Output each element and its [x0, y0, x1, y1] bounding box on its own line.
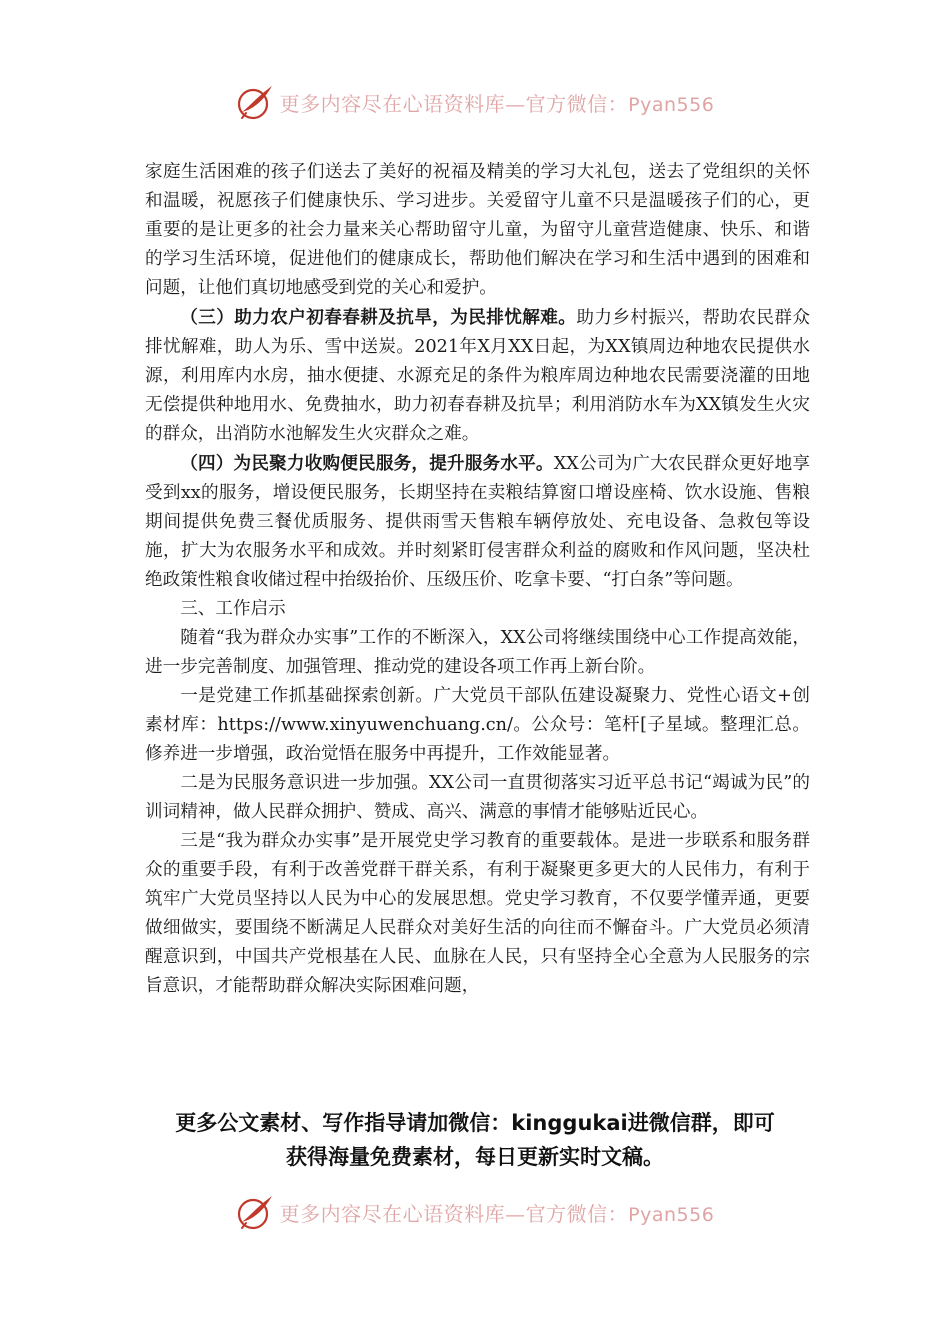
- paragraph-2-heading: （三）助力农户初春春耕及抗旱，为民排忧解难。: [180, 307, 577, 328]
- paragraph-1: 家庭生活困难的孩子们送去了美好的祝福及精美的学习大礼包，送去了党组织的关怀和温暖，祝愿孩子们健康快乐、学习进步。关爱留守儿童不只是温暖孩子们的心，更重要的是让更多的社会力量来关心帮助留守儿童，为留守儿童营造健康、快乐、和谐的学习生活环境，促进他们的健康成长，帮助他们解决在学习和生活中遇到的困难和问题，让他们真切地感受到党的关心和爱护。: [145, 162, 810, 298]
- footer-banner: [0, 1190, 950, 1234]
- paragraph-2-body: 助力乡村振兴，帮助农民群众排忧解难，助人为乐、雪中送炭。2021年X月XX日起，为XX镇周边种地农民提供水源，利用库内水房，抽水便捷、水源充足的条件为粮库周边种地农民需要浇灌的田地无偿提供种地用水、免费抽水，助力初春春耕及抗旱；利用消防水车为XX镇发生火灾的群众，出消防水池解发生火灾群众之难。: [145, 308, 810, 444]
- paragraph-3: [145, 449, 810, 595]
- header-wechat-id: Pyan556: [628, 93, 715, 116]
- paragraph-4: 随着“我为群众办实事”工作的不断深入，XX公司将继续围绕中心工作提高效能，进一步完善制度、加强管理、推动党的建设各项工作再上新台阶。: [145, 628, 810, 677]
- footer-banner-text: 更多内容尽在心语资料库—官方微信：Pyan556: [279, 1201, 715, 1226]
- section-heading-3: 三、工作启示: [180, 599, 286, 619]
- header-banner-text: 更多内容尽在心语资料库—官方微信：Pyan556: [279, 91, 715, 116]
- promo-notice: [0, 1106, 950, 1174]
- footer-wechat-id: Pyan556: [628, 1203, 715, 1226]
- quill-logo-icon: [236, 82, 276, 122]
- paragraph-7: 三是“我为群众办实事”是开展党史学习教育的重要载体。是进一步联系和服务群众的重要手段，有利于改善党群干群关系，有利于凝聚更多更大的人民伟力，有利于筑牢广大党员坚持以人民为中心的发展思想。党史学习教育，不仅要学懂弄通，更要做细做实，要围绕不断满足人民群众对美好生活的向往而不懈奋斗。广大党员必须清醒意识到，中国共产党根基在人民、血脉在人民，只有坚持全心全意为人民服务的宗旨意识，才能帮助群众解决实际困难问题，: [145, 831, 810, 996]
- quill-logo-icon: [236, 1192, 276, 1232]
- paragraph-3-body: XX公司为广大农民群众更好地享受到xx的服务，增设便民服务，长期坚持在卖粮结算窗口增设座椅、饮水设施、售粮期间提供免费三餐优质服务、提供雨雪天售粮车辆停放处、充电设备、急救包等设施，扩大为农服务水平和成效。并时刻紧盯侵害群众利益的腐败和作风问题，坚决杜绝政策性粮食收储过程中抬级抬价、压级压价、吃拿卡要、“打白条”等问题。: [145, 454, 810, 590]
- paragraph-5: 一是党建工作抓基础探索创新。广大党员干部队伍建设凝聚力、党性心语文+创素材库：https://www.xinyuwenchuang.cn/。公众号：笔杆[子星域。整理汇总。修养进一步增强，政治觉悟在服务中再提升，工作效能显著。: [145, 686, 810, 764]
- promo-line-1: 更多公文素材、写作指导请加微信：kinggukai进微信群，即可: [175, 1111, 775, 1135]
- paragraph-2: [145, 303, 810, 449]
- paragraph-3-heading: （四）为民聚力收购便民服务，提升服务水平。: [180, 453, 554, 474]
- paragraph-6: 二是为民服务意识进一步加强。XX公司一直贯彻落实习近平总书记“竭诚为民”的训词精神，做人民群众拥护、赞成、高兴、满意的事情才能够贴近民心。: [145, 773, 810, 822]
- document-body: [145, 158, 810, 1001]
- header-banner: [0, 80, 950, 124]
- promo-line-2: 获得海量免费素材，每日更新实时文稿。: [286, 1145, 664, 1169]
